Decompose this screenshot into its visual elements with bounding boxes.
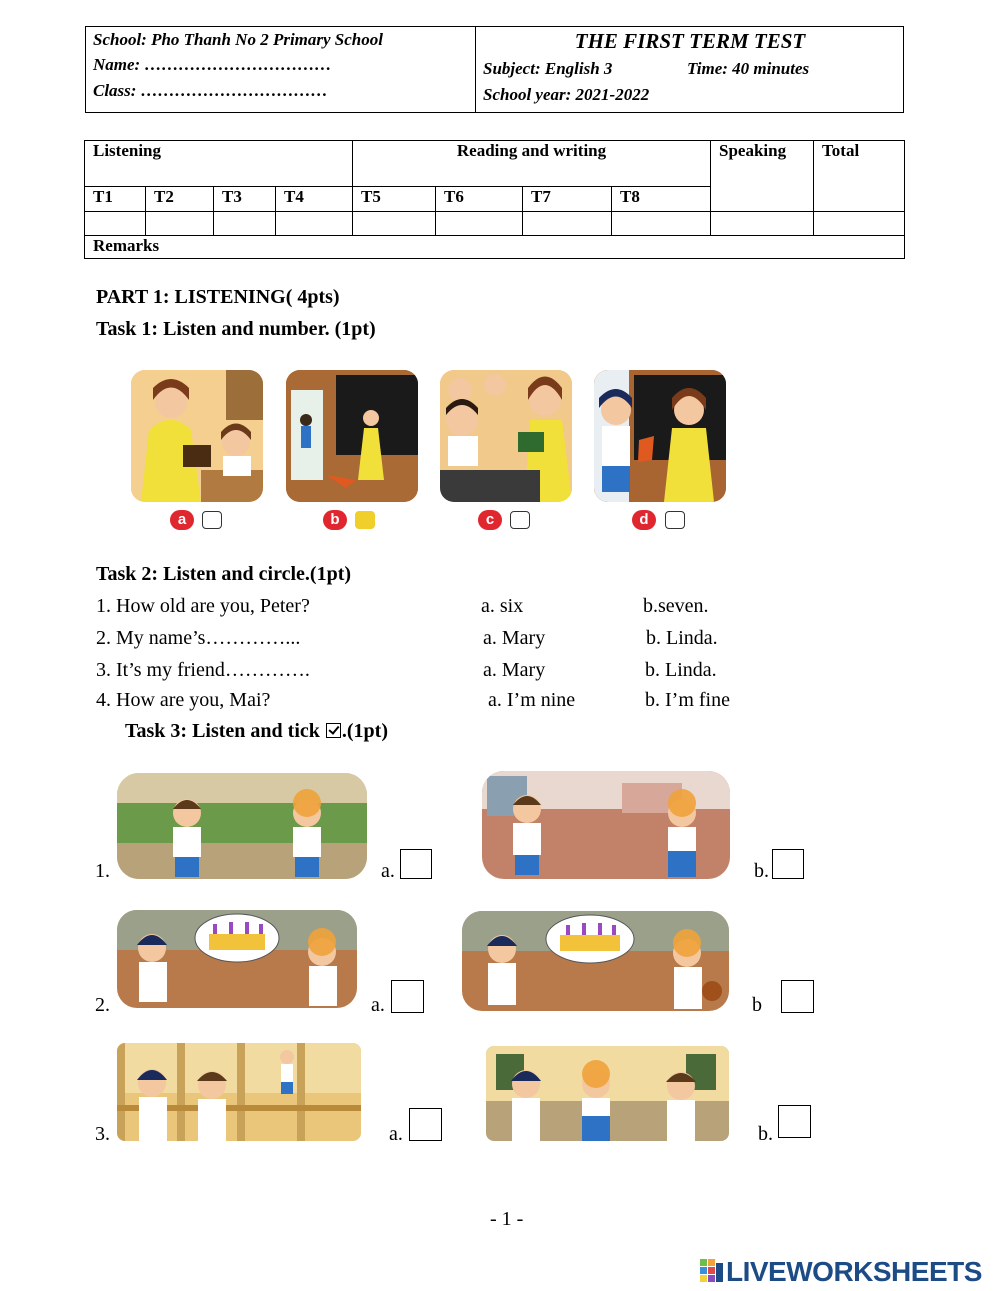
- birthday-scene-2a: [117, 910, 357, 1008]
- task2-question-1: 1. How old are you, Peter?: [96, 595, 310, 617]
- score-cell-t4[interactable]: [276, 212, 353, 236]
- task3-title-suffix: .(1pt): [341, 720, 388, 742]
- task1-picture-d: [594, 370, 726, 502]
- task3-picture-2b: [462, 911, 729, 1011]
- score-cell-t3[interactable]: [214, 212, 276, 236]
- task3-picture-1a: [117, 773, 367, 879]
- task1-label-b: b: [323, 510, 347, 530]
- score-cell-t8[interactable]: [612, 212, 711, 236]
- listening-header: Listening: [85, 141, 353, 187]
- school-corridor-scene-3a: [117, 1043, 361, 1141]
- task1-label-a: a: [170, 510, 194, 530]
- task1-label-d: d: [632, 510, 656, 530]
- page-number: - 1 -: [490, 1208, 524, 1230]
- score-cell-t1[interactable]: [85, 212, 146, 236]
- school-yard-scene-3b: [486, 1046, 729, 1141]
- task1-title: Task 1: Listen and number. (1pt): [96, 318, 376, 340]
- task3-title-prefix: Task 3: Listen and tick: [125, 720, 325, 742]
- task1-answer-box-d[interactable]: [665, 511, 685, 529]
- score-table: [84, 140, 905, 259]
- classroom-scene-b: [286, 370, 418, 502]
- test-time: Time: 40 minutes: [687, 59, 810, 78]
- task-col-t6: T6: [436, 187, 523, 212]
- task2-option-3a[interactable]: a. Mary: [483, 659, 546, 681]
- task-col-t7: T7: [523, 187, 612, 212]
- subject: Subject: English 3: [483, 59, 613, 78]
- score-cell-t7[interactable]: [523, 212, 612, 236]
- liveworksheets-logo-icon: [700, 1259, 724, 1285]
- task-col-t5: T5: [353, 187, 436, 212]
- task2-option-4a[interactable]: a. I’m nine: [488, 689, 576, 711]
- task2-option-2a[interactable]: a. Mary: [483, 627, 546, 649]
- task3-row-1-option-a-label: a.: [381, 860, 395, 882]
- birthday-scene-2b: [462, 911, 729, 1011]
- score-cell-speaking[interactable]: [711, 212, 814, 236]
- task2-option-1b[interactable]: b.seven.: [643, 595, 709, 617]
- task1-answer-box-c[interactable]: [510, 511, 530, 529]
- task3-picture-3a: [117, 1043, 361, 1141]
- task2-option-2b[interactable]: b. Linda.: [646, 627, 718, 649]
- task3-picture-3b: [486, 1046, 729, 1141]
- playground-scene-1a: [117, 773, 367, 879]
- task1-picture-c: [440, 370, 572, 502]
- task-col-t2: T2: [146, 187, 214, 212]
- playground-scene-1b: [482, 771, 730, 879]
- school-name: School: Pho Thanh No 2 Primary School: [93, 30, 383, 49]
- classroom-scene-a: [131, 370, 263, 502]
- header-box: [85, 26, 904, 113]
- task2-question-3: 3. It’s my friend………….: [96, 659, 310, 681]
- task3-row-3-option-b-label: b.: [758, 1123, 773, 1145]
- task2-option-3b[interactable]: b. Linda.: [645, 659, 717, 681]
- reading-writing-header: Reading and writing: [353, 141, 711, 187]
- task1-answer-box-b[interactable]: [355, 511, 375, 529]
- task3-row-1-option-b-label: b.: [754, 860, 769, 882]
- school-year: School year: 2021-2022: [483, 85, 650, 104]
- task3-picture-1b: [482, 771, 730, 879]
- task3-row-2-checkbox-a[interactable]: [391, 980, 424, 1013]
- task3-row-3-checkbox-b[interactable]: [778, 1105, 811, 1138]
- task2-question-4: 4. How are you, Mai?: [96, 689, 271, 711]
- classroom-scene-d: [594, 370, 726, 502]
- remarks-row: Remarks: [85, 236, 905, 259]
- speaking-header: Speaking: [711, 141, 814, 212]
- task-col-t4: T4: [276, 187, 353, 212]
- task-col-t1: T1: [85, 187, 146, 212]
- task3-row-3-number: 3.: [95, 1123, 110, 1145]
- task3-row-2-checkbox-b[interactable]: [781, 980, 814, 1013]
- classroom-scene-c: [440, 370, 572, 502]
- task3-row-2-option-a-label: a.: [371, 994, 385, 1016]
- task1-label-c: c: [478, 510, 502, 530]
- score-cell-t2[interactable]: [146, 212, 214, 236]
- total-header: Total: [814, 141, 905, 212]
- task1-picture-a: [131, 370, 263, 502]
- task3-row-2-number: 2.: [95, 994, 110, 1016]
- test-title: THE FIRST TERM TEST: [574, 29, 806, 53]
- task2-option-1a[interactable]: a. six: [481, 595, 524, 617]
- task3-picture-2a: [117, 910, 357, 1008]
- task3-row-1-number: 1.: [95, 860, 110, 882]
- student-name-field: Name: ……………………………: [93, 55, 332, 74]
- liveworksheets-logo-text: LIVEWORKSHEETS: [726, 1256, 982, 1287]
- part1-title: PART 1: LISTENING( 4pts): [96, 286, 340, 308]
- task1-picture-b: [286, 370, 418, 502]
- task3-row-3-option-a-label: a.: [389, 1123, 403, 1145]
- score-cell-t5[interactable]: [353, 212, 436, 236]
- task-col-t8: T8: [612, 187, 711, 212]
- task3-title: [125, 720, 388, 743]
- student-class-field: Class: ……………………………: [93, 81, 328, 100]
- task3-row-2-option-b-label: b: [752, 994, 762, 1016]
- task2-option-4b[interactable]: b. I’m fine: [645, 689, 730, 711]
- checkbox-tick-icon: [326, 723, 341, 738]
- score-cell-total[interactable]: [814, 212, 905, 236]
- task1-answer-box-a[interactable]: [202, 511, 222, 529]
- task3-row-1-checkbox-a[interactable]: [400, 849, 432, 879]
- task3-row-3-checkbox-a[interactable]: [409, 1108, 442, 1141]
- task2-title: Task 2: Listen and circle.(1pt): [96, 563, 352, 585]
- score-cell-t6[interactable]: [436, 212, 523, 236]
- task-col-t3: T3: [214, 187, 276, 212]
- task2-question-2: 2. My name’s…………...: [96, 627, 301, 649]
- liveworksheets-logo[interactable]: [700, 1256, 982, 1288]
- task3-row-1-checkbox-b[interactable]: [772, 849, 804, 879]
